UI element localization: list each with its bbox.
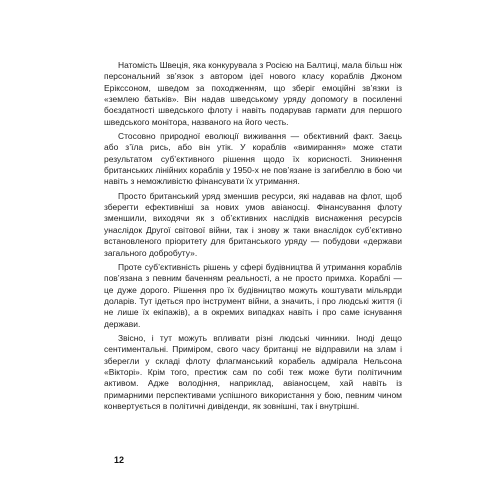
body-text — [104, 60, 402, 412]
paragraph-3: Просто британський уряд зменшив ресурси, які надавав на флот, щоб зберегти ефективніші за нових умов авіаносці. Фінансування флоту зменшили, виходячи як з об’єктивних наслідків виснаження ресурсів унаслідок Другої світової війни, так і знову ж таки внаслідок суб’єктивно встановленого пріоритету для британського уряду — побудови «держави загального добробуту». — [104, 190, 402, 258]
paragraph-1: Натомість Швеція, яка конкурувала з Росією на Балтиці, мала більш ніж персональний зв’язок з автором ідеї нового класу кораблів Джоном Ерікссоном, шведом за походженням, що зберіг емоційні зв’язки із «землею батьків». Він надав шведському уряду допомогу в посиленні боєздатності шведського флоту і навіть подарував гармати для першого шведського монітора, названого на його честь. — [104, 60, 402, 127]
page-number: 12 — [114, 455, 125, 465]
paragraph-2: Стосовно природної еволюції виживання — обєктивний факт. Заєць або з’їла рись, або він утік. У кораблів «вимирання» може стати результатом суб’єктивного рішення щодо їх корисності. Зникнення британських лінійних кораблів у 1950-х не пов’язане із загибеллю в бою чи навіть з неможливістю фінансувати їх утримання. — [104, 131, 402, 187]
paragraph-4: Проте суб’єктивність рішень у сфері будівництва й утримання кораблів пов’язана з певним баченням реальності, а не просто примха. Кораблі — це дуже дорого. Рішення про їх будівництво можуть коштувати мільярди доларів. Тут ідеться про інструмент війни, а значить, і про людські життя (і не лише їх екіпажів), а в окремих випадках навіть і про саме існування держави. — [104, 261, 402, 329]
paragraph-5: Звісно, і тут можуть впливати різні людські чинники. Іноді дещо сентиментальні. Приміром, свого часу британці не відправили на злам і зберегли у складі флоту флагманський корабель адмірала Нельсона «Вікторі». Крім того, престиж сам по собі теж може бути політичним активом. Адже володіння, наприклад, авіаносцем, хай навіть із примарними перспективами успішного використання у бою, певним чином конвертується в політичні дивіденди, як зовнішні, так і внутрішні. — [104, 332, 402, 411]
